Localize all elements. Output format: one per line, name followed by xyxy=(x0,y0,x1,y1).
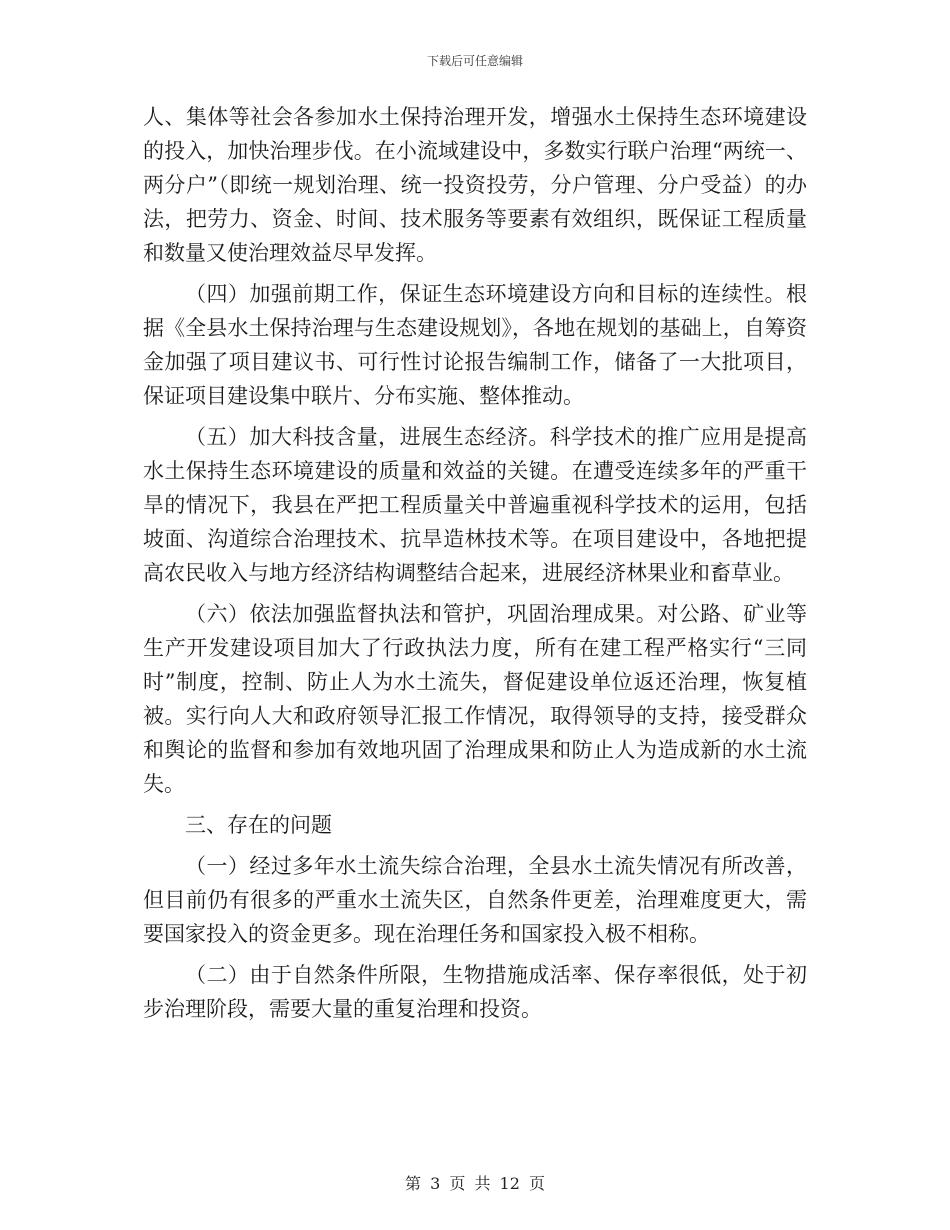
paragraph-problem-2: （二）由于自然条件所限，生物措施成活率、保存率很低，处于初步治理阶段，需要大量的重复治理和投资。 xyxy=(143,963,807,1021)
paragraph-section-6: （六）依法加强监督执法和管护，巩固治理成果。对公路、矿业等生产开发建设项目加大了行政执法力度，所有在建工程严格实行“三同时”制度，控制、防止人为水土流失，督促建设单位返还治理，恢复植被。实行向人大和政府领导汇报工作情况，取得领导的支持，接受群众和舆论的监督和参加有效地巩固了治理成果和防止人为造成新的水土流失。 xyxy=(143,602,807,796)
paragraph-section-4: （四）加强前期工作，保证生态环境建设方向和目标的连续性。根据《全县水土保持治理与生态建设规划》，各地在规划的基础上，自筹资金加强了项目建议书、可行性讨论报告编制工作，储备了一大批项目，保证项目建设集中联片、分布实施、整体推动。 xyxy=(143,282,807,408)
document-body xyxy=(143,100,807,1033)
page-header-note: 下载后可任意编辑 xyxy=(426,54,523,68)
page-number: 第 3 页 共 12 页 xyxy=(405,1174,545,1193)
section-heading-problems: 三、存在的问题 xyxy=(185,813,332,837)
paragraph-section-5: （五）加大科技含量，进展生态经济。科学技术的推广应用是提高水土保持生态环境建设的质量和效益的关键。在遭受连续多年的严重干旱的情况下，我县在严把工程质量关中普遍重视科学技术的运用，包括坡面、沟道综合治理技术、抗旱造林技术等。在项目建设中，各地把提高农民收入与地方经济结构调整结合起来，进展经济林果业和畜草业。 xyxy=(143,425,807,585)
paragraph-problem-1: （一）经过多年水土流失综合治理，全县水土流失情况有所改善，但目前仍有很多的严重水土流失区，自然条件更差，治理难度更大，需要国家投入的资金更多。现在治理任务和国家投入极不相称。 xyxy=(143,854,807,946)
paragraph-continuation: 人、集体等社会各参加水土保持治理开发，增强水土保持生态环境建设的投入，加快治理步伐。在小流域建设中，多数实行联户治理“两统一、两分户”（即统一规划治理、统一投资投劳，分户管理、分户受益）的办法，把劳力、资金、时间、技术服务等要素有效组织，既保证工程质量和数量又使治理效益尽早发挥。 xyxy=(143,105,807,265)
